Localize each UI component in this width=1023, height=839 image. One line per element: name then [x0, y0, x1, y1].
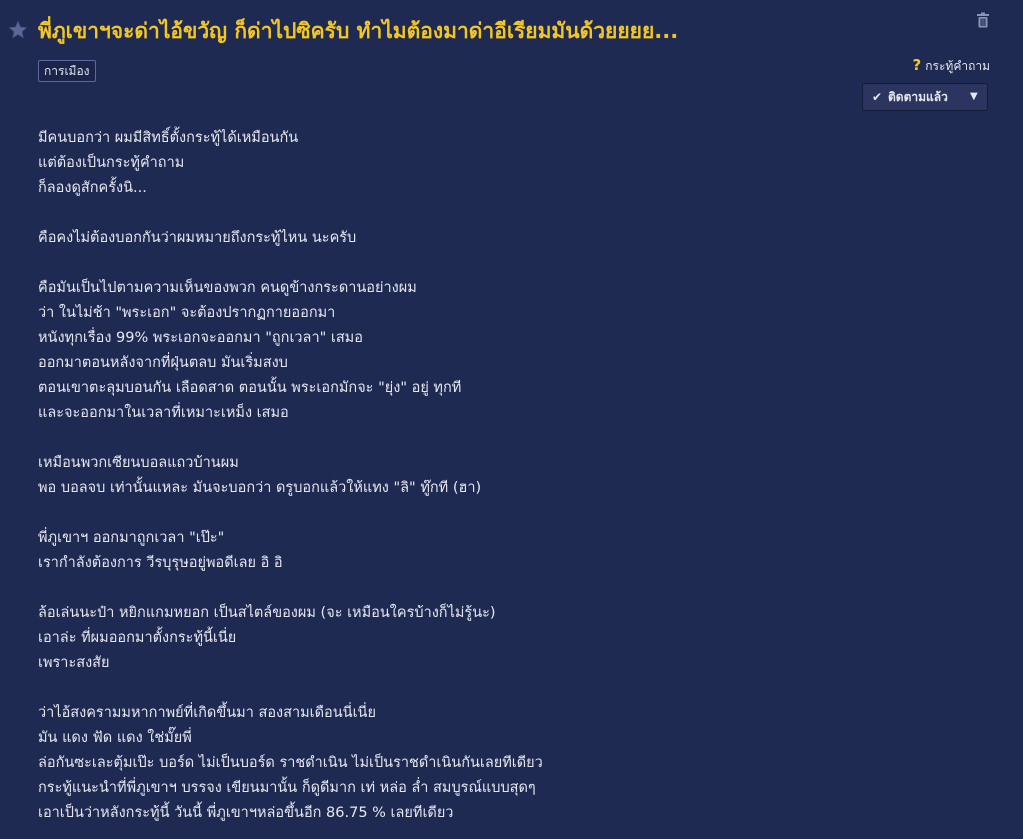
body-line: หนังทุกเรื่อง 99% พระเอกจะออกมา "ถูกเวลา" เสมอ — [38, 330, 363, 346]
topic-title: พี่ภูเขาฯจะด่าไอ้ขวัญ ก็ด่าไปซิครับ ทำไมต้องมาด่าอีเรียมมันด้วยยยย... — [38, 19, 679, 43]
body-line: ตอนเขาตะลุมบอนกัน เลือดสาด ตอนนั้น พระเอกมักจะ "ยุ่ง" อยู่ ทุกที — [38, 380, 462, 396]
body-line: คือมันเป็นไปตามความเห็นของพวก คนดูข้างกระดานอย่างผม — [38, 280, 417, 296]
body-line: เหมือนพวกเซียนบอลแถวบ้านผม — [38, 455, 239, 471]
follow-button[interactable] — [862, 83, 988, 111]
question-type-badge — [913, 56, 990, 75]
caret-down-icon[interactable]: ▼ — [970, 91, 978, 102]
body-line: เรากำลังต้องการ วีรบุรุษอยู่พอดีเลย อิ อิ — [38, 555, 283, 571]
body-line: เอาล่ะ ที่ผมออกมาตั้งกระทู้นี้เนี่ย — [38, 630, 237, 646]
body-line-blank — [38, 426, 978, 451]
body-line: เอาเป็นว่าหลังกระทู้นี้ วันนี้ พี่ภูเขาฯหล่อขึ้นอีก 86.75 % เลยทีเดียว — [38, 805, 454, 821]
body-line: มัน แดง ฟัด แดง ใช่มั๊ยพี่ — [38, 730, 192, 746]
body-line-blank — [38, 501, 978, 526]
body-line: ล่อกันซะเละตุ้มเป๊ะ บอร์ด ไม่เป็นบอร์ด ราชดำเนิน ไม่เป็นราชดำเนินกันเลยทีเดียว — [38, 755, 543, 771]
topic-body — [38, 126, 978, 826]
body-line-blank — [38, 251, 978, 276]
follow-button-label: ติดตามแล้ว — [888, 90, 948, 104]
body-line: มีคนบอกว่า ผมมีสิทธิ์ตั้งกระทู้ได้เหมือนกัน — [38, 130, 299, 146]
body-line: กระทู้แนะนำที่พี่ภูเขาฯ บรรจง เขียนมานั้น ก็ดูดีมาก เท่ หล่อ ล่ำ สมบูรณ์แบบสุดๆ — [38, 780, 536, 796]
body-line-blank — [38, 676, 978, 701]
body-line: ออกมาตอนหลังจากที่ฝุ่นตลบ มันเริ่มสงบ — [38, 355, 288, 371]
body-line: คือคงไม่ต้องบอกกันว่าผมหมายถึงกระทู้ไหน นะครับ — [38, 230, 357, 246]
question-type-label: กระทู้คำถาม — [925, 59, 990, 73]
body-line: ว่า ในไม่ช้า "พระเอก" จะต้องปรากฏกายออกมา — [38, 305, 336, 321]
body-line: และจะออกมาในเวลาที่เหมาะเหม็ง เสมอ — [38, 405, 289, 421]
body-line: ล้อเล่นนะป๋า หยิกแกมหยอก เป็นสไตล์ของผม (จะ เหมือนใครบ้างก็ไม่รู้นะ) — [38, 605, 496, 621]
body-line-blank — [38, 201, 978, 226]
body-line: พี่ภูเขาฯ ออกมาถูกเวลา "เป๊ะ" — [38, 530, 225, 546]
body-line: ว่าไอ้สงครามมหากาพย์ที่เกิดขึ้นมา สองสามเดือนนี่เนี่ย — [38, 705, 376, 721]
star-icon[interactable] — [8, 20, 28, 40]
question-mark-icon: ? — [912, 56, 922, 74]
check-icon: ✔ — [872, 90, 883, 104]
topic-tag[interactable]: การเมือง — [38, 60, 96, 82]
body-line-blank — [38, 576, 978, 601]
body-line: แต่ต้องเป็นกระทู้คำถาม — [38, 155, 185, 171]
trash-icon[interactable] — [976, 12, 990, 28]
body-line: ก็ลองดูสักครั้งนิ... — [38, 180, 147, 196]
body-line: เพราะสงสัย — [38, 655, 110, 671]
body-line: พอ บอลจบ เท่านั้นแหละ มันจะบอกว่า ดรูบอกแล้วให้แทง "ลิ" ทู๊กที (ฮา) — [38, 480, 482, 496]
